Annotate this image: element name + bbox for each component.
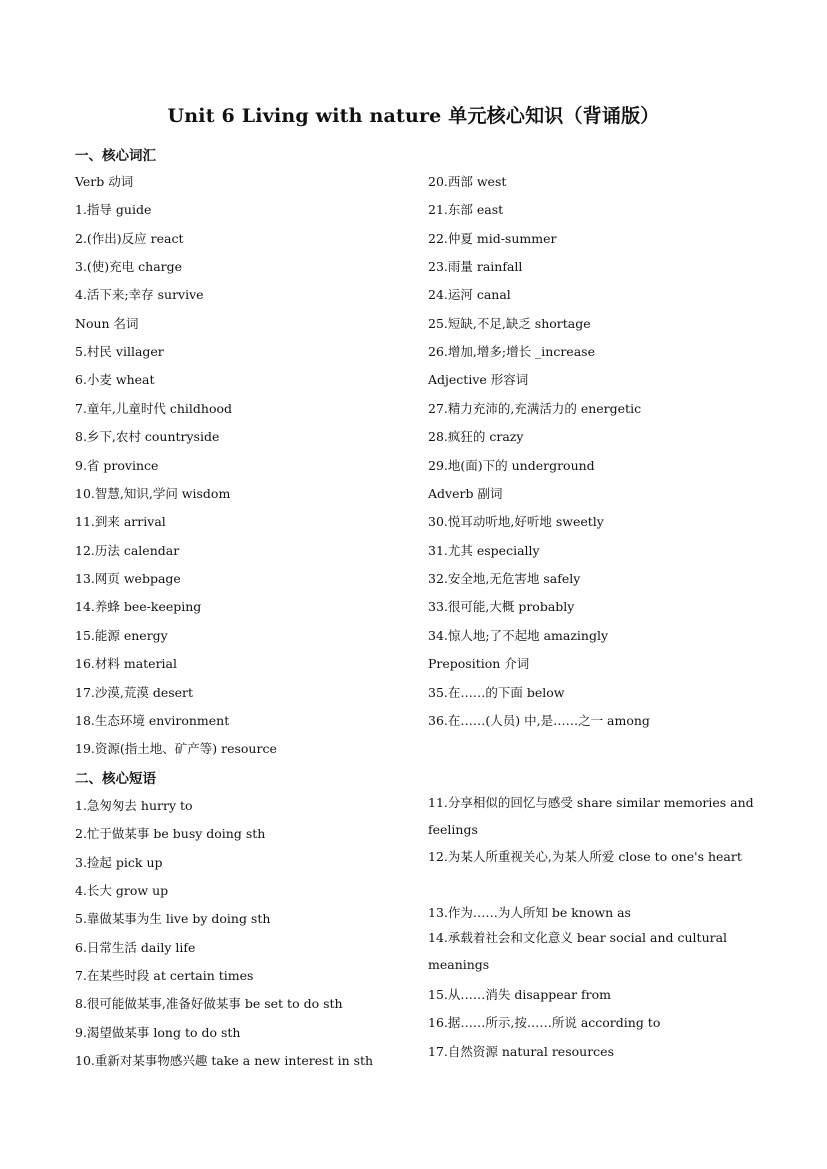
- list-item: 14.养蜂 bee-keeping: [75, 599, 202, 614]
- list-item: 6.日常生活 daily life: [75, 940, 196, 955]
- list-item: 3.(使)充电 charge: [75, 259, 183, 274]
- page-title: Unit 6 Living with nature 单元核心知识（背诵版）: [167, 105, 660, 127]
- list-item: 28.疯狂的 crazy: [428, 429, 524, 444]
- list-item: 33.很可能,大概 probably: [428, 599, 575, 614]
- list-item: 2.忙于做某事 be busy doing sth: [75, 826, 266, 841]
- list-item: 20.西部 west: [428, 174, 507, 189]
- list-item: 34.惊人地;了不起地 amazingly: [428, 628, 609, 643]
- list-item: 9.省 province: [75, 458, 159, 473]
- list-item: 3.捡起 pick up: [75, 855, 163, 870]
- list-item: 16.据……所示,按……所说 according to: [428, 1015, 661, 1030]
- list-item: 29.地(面)下的 underground: [428, 458, 595, 473]
- list-item: Preposition 介词: [428, 656, 530, 671]
- list-item: 31.尤其 especially: [428, 543, 540, 558]
- list-item: 17.沙漠,荒漠 desert: [75, 685, 194, 700]
- list-item: 19.资源(指土地、矿产等) resource: [75, 741, 277, 756]
- list-item: 30.悦耳动听地,好听地 sweetly: [428, 514, 604, 529]
- list-item: 7.童年,儿童时代 childhood: [75, 401, 233, 416]
- list-item: 17.自然资源 natural resources: [428, 1044, 614, 1059]
- list-item: 11.到来 arrival: [75, 514, 166, 529]
- list-item: 8.乡下,农村 countryside: [75, 429, 220, 444]
- list-item: 4.活下来;幸存 survive: [75, 287, 204, 302]
- list-item: 12.为某人所重视关心,为某人所爱 close to one's heart: [428, 849, 742, 864]
- list-item: 13.网页 webpage: [75, 571, 181, 586]
- list-item: Adjective 形容词: [428, 372, 529, 387]
- list-item: 15.能源 energy: [75, 628, 168, 643]
- list-item: 24.运河 canal: [428, 287, 511, 302]
- list-item: 35.在……的下面 below: [428, 685, 565, 700]
- list-item: 26.增加,增多;增长 _increase: [428, 344, 595, 359]
- list-item: 36.在……(人员) 中,是……之一 among: [428, 713, 650, 728]
- list-item: 1.指导 guide: [75, 202, 152, 217]
- section-heading-vocabulary: 一、核心词汇: [75, 148, 156, 164]
- list-item: 25.短缺,不足,缺乏 shortage: [428, 316, 591, 331]
- list-item: Noun 名词: [75, 316, 139, 331]
- list-item: Adverb 副词: [428, 486, 503, 501]
- list-item: 8.很可能做某事,准备好做某事 be set to do sth: [75, 996, 343, 1011]
- list-item: 5.靠做某事为生 live by doing sth: [75, 911, 271, 926]
- list-item: 9.渴望做某事 long to do sth: [75, 1025, 241, 1040]
- list-item: 6.小麦 wheat: [75, 372, 155, 387]
- list-item: 10.智慧,知识,学问 wisdom: [75, 486, 231, 501]
- list-item: 7.在某些时段 at certain times: [75, 968, 254, 983]
- list-item: 16.材料 material: [75, 656, 178, 671]
- list-item: 11.分享相似的回忆与感受 share similar memories and feelings: [428, 795, 754, 837]
- list-item: 32.安全地,无危害地 safely: [428, 571, 581, 586]
- list-item: 13.作为……为人所知 be known as: [428, 905, 631, 920]
- list-item: 14.承载着社会和文化意义 bear social and cultural meanings: [428, 930, 728, 972]
- list-item: 5.村民 villager: [75, 344, 164, 359]
- list-item: 1.急匆匆去 hurry to: [75, 798, 193, 813]
- list-item: 18.生态环境 environment: [75, 713, 230, 728]
- list-item: 22.仲夏 mid-summer: [428, 231, 557, 246]
- list-item: 12.历法 calendar: [75, 543, 180, 558]
- list-item: 23.雨量 rainfall: [428, 259, 523, 274]
- list-item: Verb 动词: [75, 174, 134, 189]
- list-item: 2.(作出)反应 react: [75, 231, 184, 246]
- list-item: 15.从……消失 disappear from: [428, 987, 612, 1002]
- list-item: 10.重新对某事物感兴趣 take a new interest in sth: [75, 1053, 374, 1068]
- list-item: 21.东部 east: [428, 202, 504, 217]
- list-item: 27.精力充沛的,充满活力的 energetic: [428, 401, 642, 416]
- list-item: 4.长大 grow up: [75, 883, 169, 898]
- section-heading-phrases: 二、核心短语: [75, 771, 156, 787]
